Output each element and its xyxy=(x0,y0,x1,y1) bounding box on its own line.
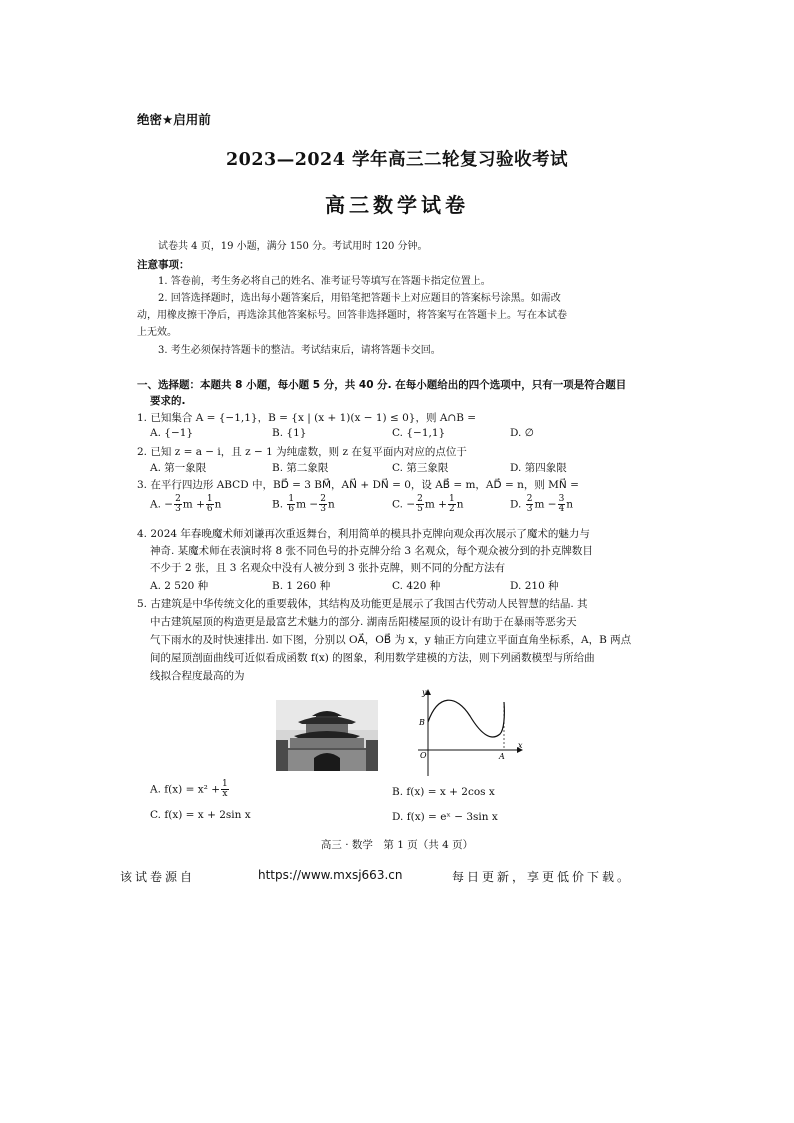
question-5-line-5: 线拟合程度最高的为 xyxy=(150,670,245,682)
paper-title: 高三数学试卷 xyxy=(325,193,469,217)
question-2-option-a: A. 第一象限 xyxy=(150,462,207,474)
question-4-option-d: D. 210 种 xyxy=(510,580,559,592)
point-b-label: B xyxy=(419,718,425,727)
question-1-option-a: A. {−1} xyxy=(150,427,194,439)
yueyang-tower-photo xyxy=(276,700,378,771)
source-suffix: 每日更新，享更低价下载。 xyxy=(452,870,633,884)
question-4-option-c: C. 420 种 xyxy=(392,580,441,592)
roof-curve-graph xyxy=(398,686,528,780)
notice-heading: 注意事项： xyxy=(137,259,190,271)
question-4-line-1: 4. 2024 年春晚魔术师刘谦再次重返舞台，利用简单的模具扑克牌向观众再次展示了魔术的魅力与 xyxy=(137,528,590,540)
notice-item-2-end: 上无效。 xyxy=(137,327,177,338)
notice-item-1: 1. 答卷前，考生务必将自己的姓名、准考证号等填写在答题卡指定位置上。 xyxy=(158,276,491,287)
question-4-option-a: A. 2 520 种 xyxy=(150,580,209,592)
option-a-prefix: A. − xyxy=(150,498,174,511)
question-4-line-2: 神奇. 某魔术师在表演时将 8 张不同色号的扑克牌分给 3 名观众，每个观众被分到的扑克牌数目 xyxy=(150,545,593,557)
fraction: $\frac{2}{3}$ xyxy=(320,494,326,514)
question-1-stem: 1. 已知集合 A = {−1,1}，B = {x | (x + 1)(x − 1) ≤ 0}，则 A∩B = xyxy=(137,412,477,424)
question-1-option-d: D. ∅ xyxy=(510,427,534,439)
x-axis-label: x xyxy=(518,741,523,750)
question-2-option-d: D. 第四象限 xyxy=(510,462,567,474)
question-2-option-c: C. 第三象限 xyxy=(392,462,449,474)
exam-title: 2023—2024 学年高三二轮复习验收考试 xyxy=(225,150,568,170)
tower-illustration xyxy=(276,700,378,771)
fraction: $\frac{2}{3}$ xyxy=(175,494,181,514)
source-link[interactable]: https://www.mxsj663.cn xyxy=(258,868,403,882)
secret-label: 绝密★启用前 xyxy=(137,112,211,127)
question-5-option-a: A. f(x) = x² + $\frac{1}{x}$ xyxy=(150,779,228,799)
question-3-option-c: C. − $\frac{2}{5}$ m + $\frac{1}{2}$ n xyxy=(392,494,464,514)
fraction: $\frac{3}{4}$ xyxy=(558,494,565,514)
point-a-label: A xyxy=(499,752,505,761)
fraction: $\frac{2}{3}$ xyxy=(526,494,533,514)
fraction: $\frac{1}{6}$ xyxy=(288,494,295,514)
notice-item-3: 3. 考生必须保持答题卡的整洁。考试结束后，请将答题卡交回。 xyxy=(158,345,441,356)
fraction: $\frac{1}{x}$ xyxy=(222,779,228,799)
question-1-option-c: C. {−1,1} xyxy=(392,427,446,439)
question-5-line-2: 中古建筑屋顶的构造更是最富艺术魅力的部分. 湖南岳阳楼屋顶的设计有助于在暴雨等恶劣天 xyxy=(150,616,577,628)
roof-curve-svg xyxy=(398,686,528,780)
question-3-option-b: B. $\frac{1}{6}$ m − $\frac{2}{3}$ n xyxy=(272,494,335,514)
question-5-option-b: B. f(x) = x + 2cos x xyxy=(392,786,495,798)
notice-item-2-cont: 动，用橡皮擦干净后，再选涂其他答案标号。回答非选择题时，将答案写在答题卡上。写在本试卷 xyxy=(137,310,567,321)
fraction: $\frac{2}{5}$ xyxy=(417,494,423,514)
question-4-option-b: B. 1 260 种 xyxy=(272,580,331,592)
question-2-stem: 2. 已知 z = a − i，且 z − 1 为纯虚数，则 z 在复平面内对应的点位于 xyxy=(137,446,467,458)
origin-label: O xyxy=(420,751,427,760)
question-2-option-b: B. 第二象限 xyxy=(272,462,329,474)
question-5-line-3: 气下雨水的及时快速排出. 如下图，分别以 OA⃗，OB⃗ 为 x，y 轴正方向建立平面直角坐标系，A，B 两点 xyxy=(150,634,632,646)
question-1-option-b: B. {1} xyxy=(272,427,307,439)
fraction: $\frac{1}{6}$ xyxy=(206,494,213,514)
question-4-line-3: 不少于 2 张，且 3 名观众中没有人被分到 3 张扑克牌，则不同的分配方法有 xyxy=(150,562,506,574)
question-5-line-4: 间的屋顶剖面曲线可近似看成函数 f(x) 的图象，利用数学建模的方法，则下列函数模型与所给曲 xyxy=(150,652,595,664)
roof-curve xyxy=(428,700,504,737)
question-3-option-a: A. − $\frac{2}{3}$ m + $\frac{1}{6}$ n xyxy=(150,494,222,514)
source-prefix: 该试卷源自 xyxy=(120,870,196,884)
question-3-option-d: D. $\frac{2}{3}$ m − $\frac{3}{4}$ n xyxy=(510,494,574,514)
question-3-stem: 3. 在平行四边形 ABCD 中，BD⃗ = 3 BM⃗，AN⃗ + DN⃗ = 0，设 AB⃗ = m，AD⃗ = n，则 MN⃗ = xyxy=(137,479,579,491)
fraction: $\frac{1}{2}$ xyxy=(448,494,455,514)
section-heading: 一、选择题：本题共 8 小题，每小题 5 分，共 40 分. 在每小题给出的四个选项中，只有一项是符合题目 xyxy=(137,379,627,391)
notice-item-2: 2. 回答选择题时，选出每小题答案后，用铅笔把答题卡上对应题目的答案标号涂黑。如需改 xyxy=(158,293,561,304)
question-5-option-d: D. f(x) = eˣ − 3sin x xyxy=(392,811,498,823)
question-5-option-c: C. f(x) = x + 2sin x xyxy=(150,809,251,821)
exam-summary: 试卷共 4 页，19 小题，满分 150 分。考试用时 120 分钟。 xyxy=(158,241,428,252)
page-footer: 高三 · 数学 第 1 页（共 4 页） xyxy=(320,839,474,851)
section-heading-cont: 要求的. xyxy=(150,395,186,407)
question-5-line-1: 5. 古建筑是中华传统文化的重要载体，其结构及功能更是展示了我国古代劳动人民智慧的结晶. 其 xyxy=(137,598,588,610)
y-axis-label: y xyxy=(422,688,427,697)
